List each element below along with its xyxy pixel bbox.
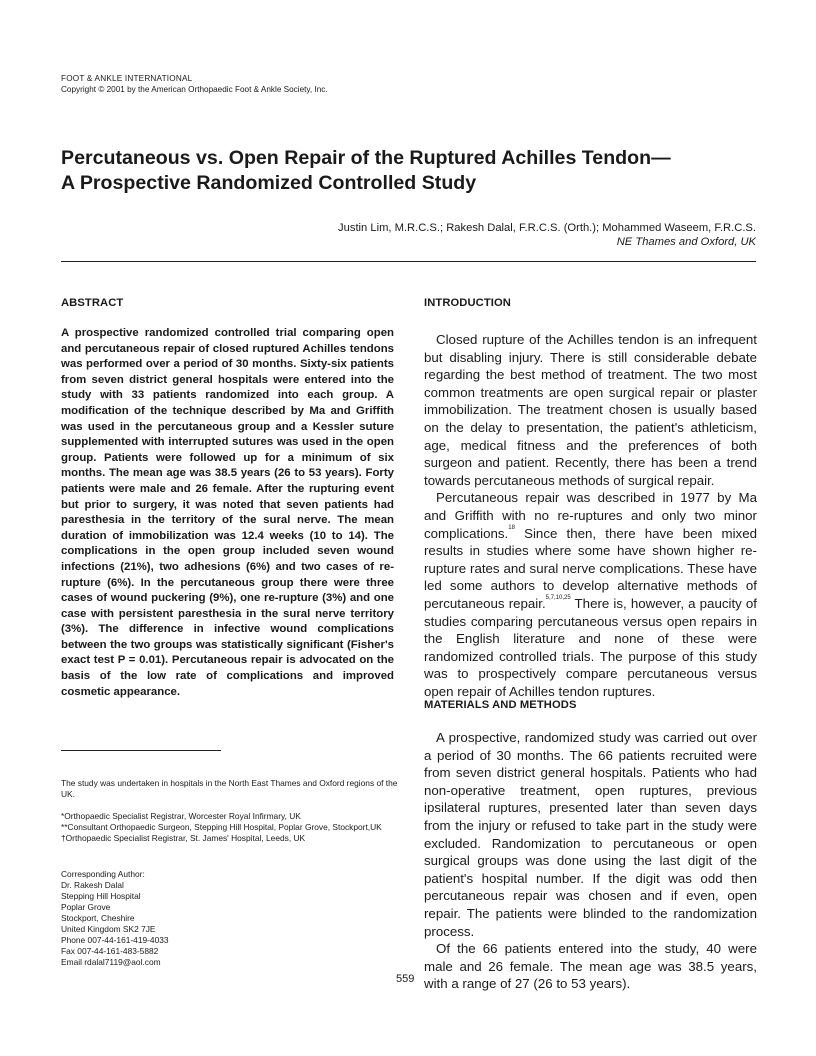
corr-line: Corresponding Author:: [61, 869, 145, 879]
corresponding-author: [61, 869, 401, 968]
corr-line: Stepping Hill Hospital: [61, 891, 141, 901]
methods-body: [424, 729, 757, 993]
corr-line: Stockport, Cheshire: [61, 913, 135, 923]
introduction-heading: INTRODUCTION: [424, 297, 511, 309]
copyright-line: Copyright © 2001 by the American Orthopaedic Foot & Ankle Society, Inc.: [61, 85, 328, 94]
intro-p2-text-c: There is, however, a paucity of studies comparing percutaneous versus open repairs in the English literature and none of these were randomized controlled trials. The purpose of this study was to prospectively compare percutaneous versus open repair of Achilles tendon ruptures.: [424, 595, 757, 699]
methods-paragraph-1: A prospective, randomized study was carried out over a period of 30 months. The 66 patients recruited were from seven district general hospitals. Patients who had non-operative treatment, open ruptures, previous ipsilateral ruptures, presented later than seven days from the injury or refused to take part in the study were excluded. Randomization to percutaneous or open surgical groups was done using the last digit of the patient's hospital number. If the digit was odd then percutaneous repair was chosen and if even, open repair. The patients were blinded to the randomization process.: [424, 730, 757, 939]
introduction-body: [424, 331, 757, 700]
abstract-heading: ABSTRACT: [61, 297, 124, 309]
journal-name: FOOT & ANKLE INTERNATIONAL: [61, 74, 193, 83]
corr-line: Dr. Rakesh Dalal: [61, 880, 124, 890]
abstract-body: A prospective randomized controlled trial comparing open and percutaneous repair of closed ruptured Achilles tendons was performed over a period of 30 months. Sixty-six patients from seven district general hospitals were entered into the study with 33 patients randomized into each group. A modification of the technique described by Ma and Griffith was used in the percutaneous group and a Kessler suture supplemented with interrupted sutures was used in the open group. Patients were followed up for a minimum of six months. The mean age was 38.5 years (26 to 53 years). Forty patients were male and 26 female. After the rupturing event but prior to surgery, it was noted that seven patients had paresthesia in the territory of the sural nerve. The mean duration of immobilization was 12.4 weeks (10 to 14). The complications in the open group included seven wound infections (21%), two adhesions (6%) and two cases of re-rupture (6%). In the percutaneous group there were three cases of wound puckering (9%), one re-rupture (3%) and one case with persistent paresthesia in the sural nerve territory (3%). The difference in infective wound complications between the two groups was statistically significant (Fisher's exact test P = 0.01). Percutaneous repair is advocated on the basis of the low rate of complications and improved cosmetic appearance.: [61, 327, 394, 698]
author-note-2: **Consultant Orthopaedic Surgeon, Stepping Hill Hospital, Poplar Grove, Stockport,UK: [61, 822, 382, 832]
page-number: 559: [396, 973, 415, 985]
intro-paragraph-2: [424, 489, 757, 700]
author-note-1: *Orthopaedic Specialist Registrar, Worcester Royal Infirmary, UK: [61, 811, 301, 821]
corr-line: Fax 007-44-161-483-5882: [61, 946, 159, 956]
header-divider: [61, 261, 756, 262]
corr-email[interactable]: Email rdalal7119@aol.com: [61, 957, 161, 967]
author-list: Justin Lim, M.R.C.S.; Rakesh Dalal, F.R.C.S. (Orth.); Mohammed Waseem, F.R.C.S.: [338, 222, 756, 234]
author-note-3: †Orthopaedic Specialist Registrar, St. James' Hospital, Leeds, UK: [61, 833, 306, 843]
citation-ref: 18: [508, 524, 515, 531]
author-affiliation: NE Thames and Oxford, UK: [616, 236, 756, 248]
article-title: [61, 146, 761, 196]
footnote-divider: [61, 750, 221, 751]
study-note: The study was undertaken in hospitals in the North East Thames and Oxford regions of the UK.: [61, 778, 398, 799]
methods-heading: MATERIALS AND METHODS: [424, 699, 577, 711]
title-line-1: Percutaneous vs. Open Repair of the Ruptured Achilles Tendon—: [61, 147, 671, 169]
footnote-study: [61, 778, 401, 800]
methods-paragraph-2: Of the 66 patients entered into the study, 40 were male and 26 female. The mean age was 38.5 years, with a range of 27 (26 to 53 years).: [424, 941, 757, 992]
intro-p2-text-a: Percutaneous repair was described in 1977 by Ma and Griffith with no re-ruptures and only two minor complications.: [424, 490, 757, 541]
intro-p2-text-b: Since then, there have been mixed results in studies where some have shown higher re-rupture rates and sural nerve complications. These have led some authors to develop alternative methods of percutaneous repair.: [424, 525, 757, 611]
corr-line: Phone 007-44-161-419-4033: [61, 935, 169, 945]
citation-ref: 5,7,10,25: [545, 594, 571, 601]
corr-line: Poplar Grove: [61, 902, 111, 912]
corr-line: United Kingdom SK2 7JE: [61, 924, 156, 934]
intro-paragraph-1: Closed rupture of the Achilles tendon is an infrequent but disabling injury. There is still considerable debate regarding the best method of treatment. The two most common treatments are open surgical repair or plaster immobilization. The treatment chosen is usually based on the delay to presentation, the patient's athleticism, age, medical fitness and the preferences of both surgeon and patient. Recently, there has been a trend towards percutaneous methods of surgical repair.: [424, 332, 757, 488]
title-line-2: A Prospective Randomized Controlled Study: [61, 172, 477, 194]
footnote-authors: [61, 811, 401, 844]
